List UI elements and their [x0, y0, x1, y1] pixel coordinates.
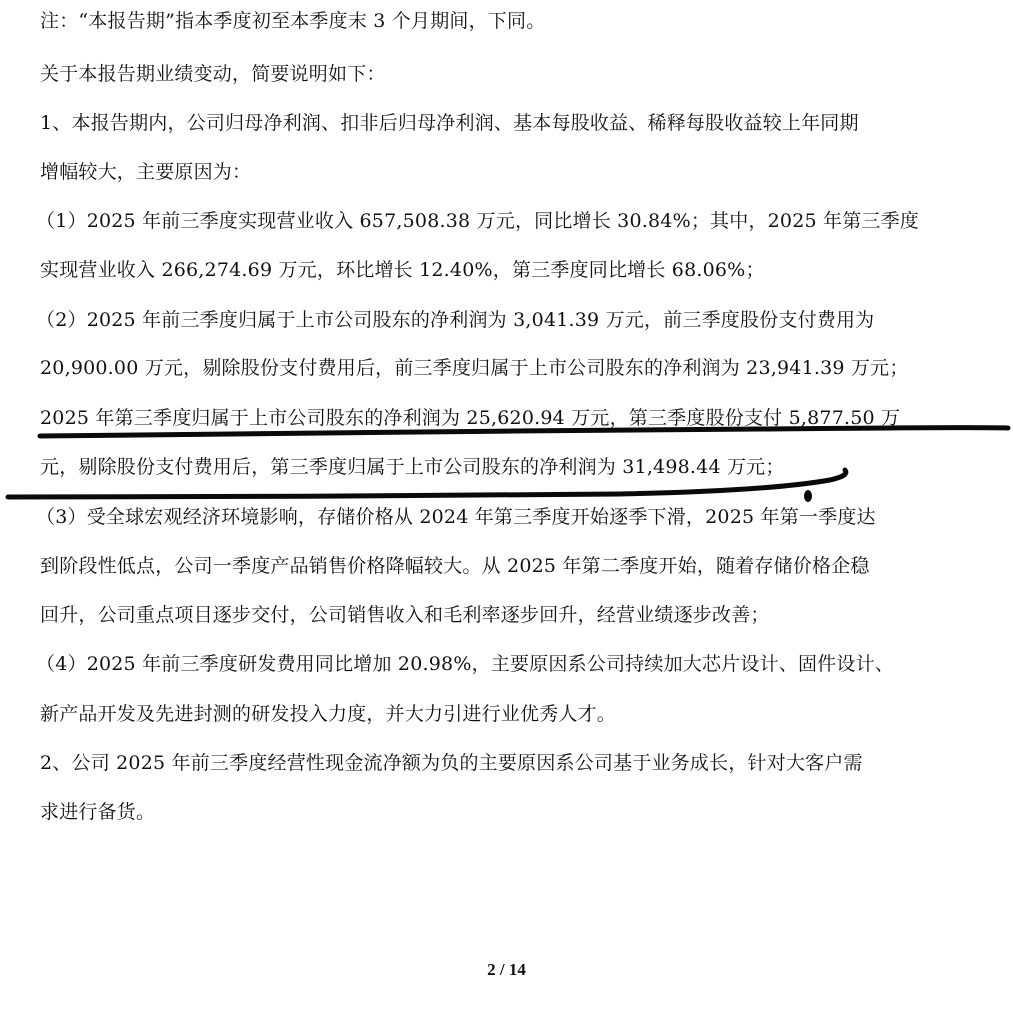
paragraph-2-line-2: 求进行备货。	[40, 801, 156, 823]
item-4-line-1: （4）2025 年前三季度研发费用同比增加 20.98%，主要原因系公司持续加大芯片设计、固件设计、	[36, 653, 894, 675]
page-number: 2 / 14	[487, 960, 526, 979]
paragraph-2-line-1: 2、公司 2025 年前三季度经营性现金流净额为负的主要原因系公司基于业务成长，针对大客户需	[40, 752, 863, 774]
item-1-line-2: 实现营业收入 266,274.69 万元，环比增长 12.40%，第三季度同比增长 68.06%；	[40, 259, 765, 281]
item-2-line-2: 20,900.00 万元，剔除股份支付费用后，前三季度归属于上市公司股东的净利润为 23,941.39 万元；	[40, 357, 909, 379]
item-3-line-3: 回升，公司重点项目逐步交付，公司销售收入和毛利率逐步回升，经营业绩逐步改善；	[40, 604, 770, 626]
item-3-line-1: （3）受全球宏观经济环境影响，存储价格从 2024 年第三季度开始逐季下滑，2025 年第一季度达	[36, 506, 876, 528]
intro-line: 关于本报告期业绩变动，简要说明如下：	[40, 63, 386, 85]
item-1-line-1: （1）2025 年前三季度实现营业收入 657,508.38 万元，同比增长 30.84%；其中，2025 年第三季度	[36, 210, 920, 232]
note-line: 注：“本报告期”指本季度初至本季度末 3 个月期间，下同。	[40, 10, 546, 32]
item-3-line-2: 到阶段性低点，公司一季度产品销售价格降幅较大。从 2025 年第二季度开始，随着存储价格企稳	[40, 555, 870, 577]
item-2-line-3: 2025 年第三季度归属于上市公司股东的净利润为 25,620.94 万元，第三季度股份支付 5,877.50 万	[40, 407, 901, 429]
item-2-line-4: 元，剔除股份支付费用后，第三季度归属于上市公司股东的净利润为 31,498.44 万元；	[40, 456, 785, 478]
item-4-line-2: 新产品开发及先进封测的研发投入力度，并大力引进行业优秀人才。	[40, 703, 617, 725]
paragraph-1-line-1: 1、本报告期内，公司归母净利润、扣非后归母净利润、基本每股收益、稀释每股收益较上年同期	[40, 112, 859, 134]
ink-dot	[804, 490, 812, 502]
paragraph-1-line-2: 增幅较大，主要原因为：	[40, 161, 252, 183]
item-2-line-1: （2）2025 年前三季度归属于上市公司股东的净利润为 3,041.39 万元，前三季度股份支付费用为	[36, 309, 875, 331]
